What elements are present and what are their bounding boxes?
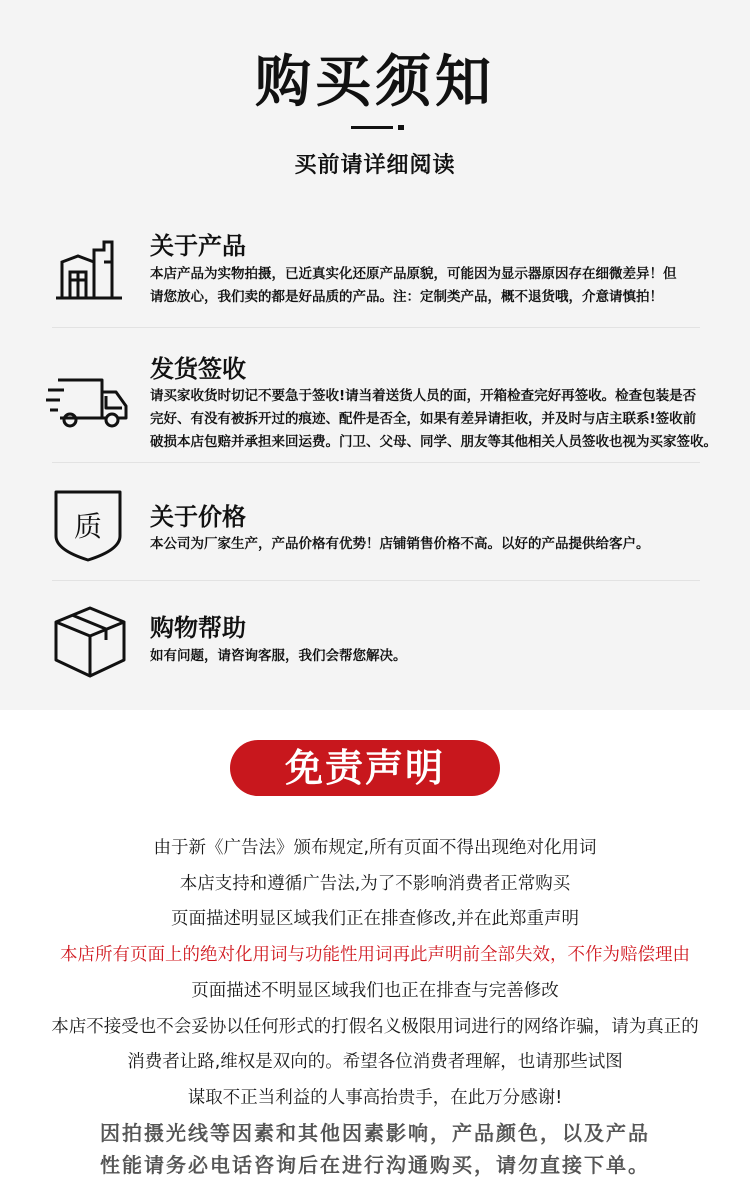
section-separator xyxy=(52,327,700,328)
disclaimer-line: 本店不接受也不会妥协以任何形式的打假名义极限用词进行的网络诈骗，请为真正的 xyxy=(51,1017,699,1037)
section-text xyxy=(150,645,720,668)
section-title: 关于产品 xyxy=(150,232,246,260)
disclaimer-note: 因拍摄光线等因素和其他因素影响，产品颜色，以及产品 xyxy=(100,1121,650,1145)
disclaimer-badge: 免责声明 xyxy=(230,740,500,796)
title-divider-dot xyxy=(398,125,404,130)
disclaimer-line: 谋取不正当利益的人事高抬贵手，在此万分感谢! xyxy=(187,1088,563,1108)
package-box-icon xyxy=(52,604,128,680)
section-title: 发货签收 xyxy=(150,355,246,383)
disclaimer-line: 消费者让路,维权是双向的。希望各位消费者理解，也请那些试图 xyxy=(127,1052,623,1072)
section-line: 完好、有没有被拆开过的痕迹、配件是否全，如果有差异请拒收，并及时与店主联系!签收前 xyxy=(150,411,697,427)
section-separator xyxy=(52,580,700,581)
section-line: 本店产品为实物拍摄，已近真实化还原产品原貌，可能因为显示器原因存在细微差异！但 xyxy=(150,266,677,282)
section-line: 本公司为厂家生产，产品价格有优势！店铺销售价格不高。以好的产品提供给客户。 xyxy=(150,536,650,552)
quality-icon-glyph: 质 xyxy=(73,510,102,543)
disclaimer-line: 页面描述不明显区域我们也正在排查与完善修改 xyxy=(191,981,559,1001)
section-title: 关于价格 xyxy=(150,503,246,531)
delivery-truck-icon xyxy=(46,368,130,440)
section-text xyxy=(150,533,720,556)
section-separator xyxy=(52,462,700,463)
section-text xyxy=(150,263,720,309)
section-line: 请您放心，我们卖的都是好品质的产品。注：定制类产品，概不退货哦，介意请慎拍！ xyxy=(150,289,663,305)
disclaimer-line: 本店支持和遵循广告法,为了不影响消费者正常购买 xyxy=(179,874,571,894)
page-subtitle: 买前请详细阅读 xyxy=(294,153,456,178)
section-line: 如有问题，请咨询客服，我们会帮您解决。 xyxy=(150,648,407,664)
quality-shield-icon xyxy=(52,488,124,562)
section-text xyxy=(150,385,720,454)
title-divider xyxy=(351,126,393,129)
section-line: 请买家收货时切记不要急于签收!请当着送货人员的面，开箱检查完好再签收。检查包装是否 xyxy=(150,388,697,404)
factory-icon xyxy=(52,228,124,300)
page-title: 购买须知 xyxy=(255,50,495,115)
section-line: 破损本店包赔并承担来回运费。门卫、父母、同学、朋友等其他相关人员签收也视为买家签收。 xyxy=(150,434,717,450)
disclaimer-line: 由于新《广告法》颁布规定,所有页面不得出现绝对化用词 xyxy=(153,838,597,858)
disclaimer-line: 页面描述明显区域我们正在排查修改,并在此郑重声明 xyxy=(170,909,580,929)
disclaimer-note: 性能请务必电话咨询后在进行沟通购买，请勿直接下单。 xyxy=(100,1153,650,1177)
section-title: 购物帮助 xyxy=(150,614,246,642)
disclaimer-line-highlight: 本店所有页面上的绝对化用词与功能性用词再此声明前全部失效，不作为赔偿理由 xyxy=(60,945,690,965)
